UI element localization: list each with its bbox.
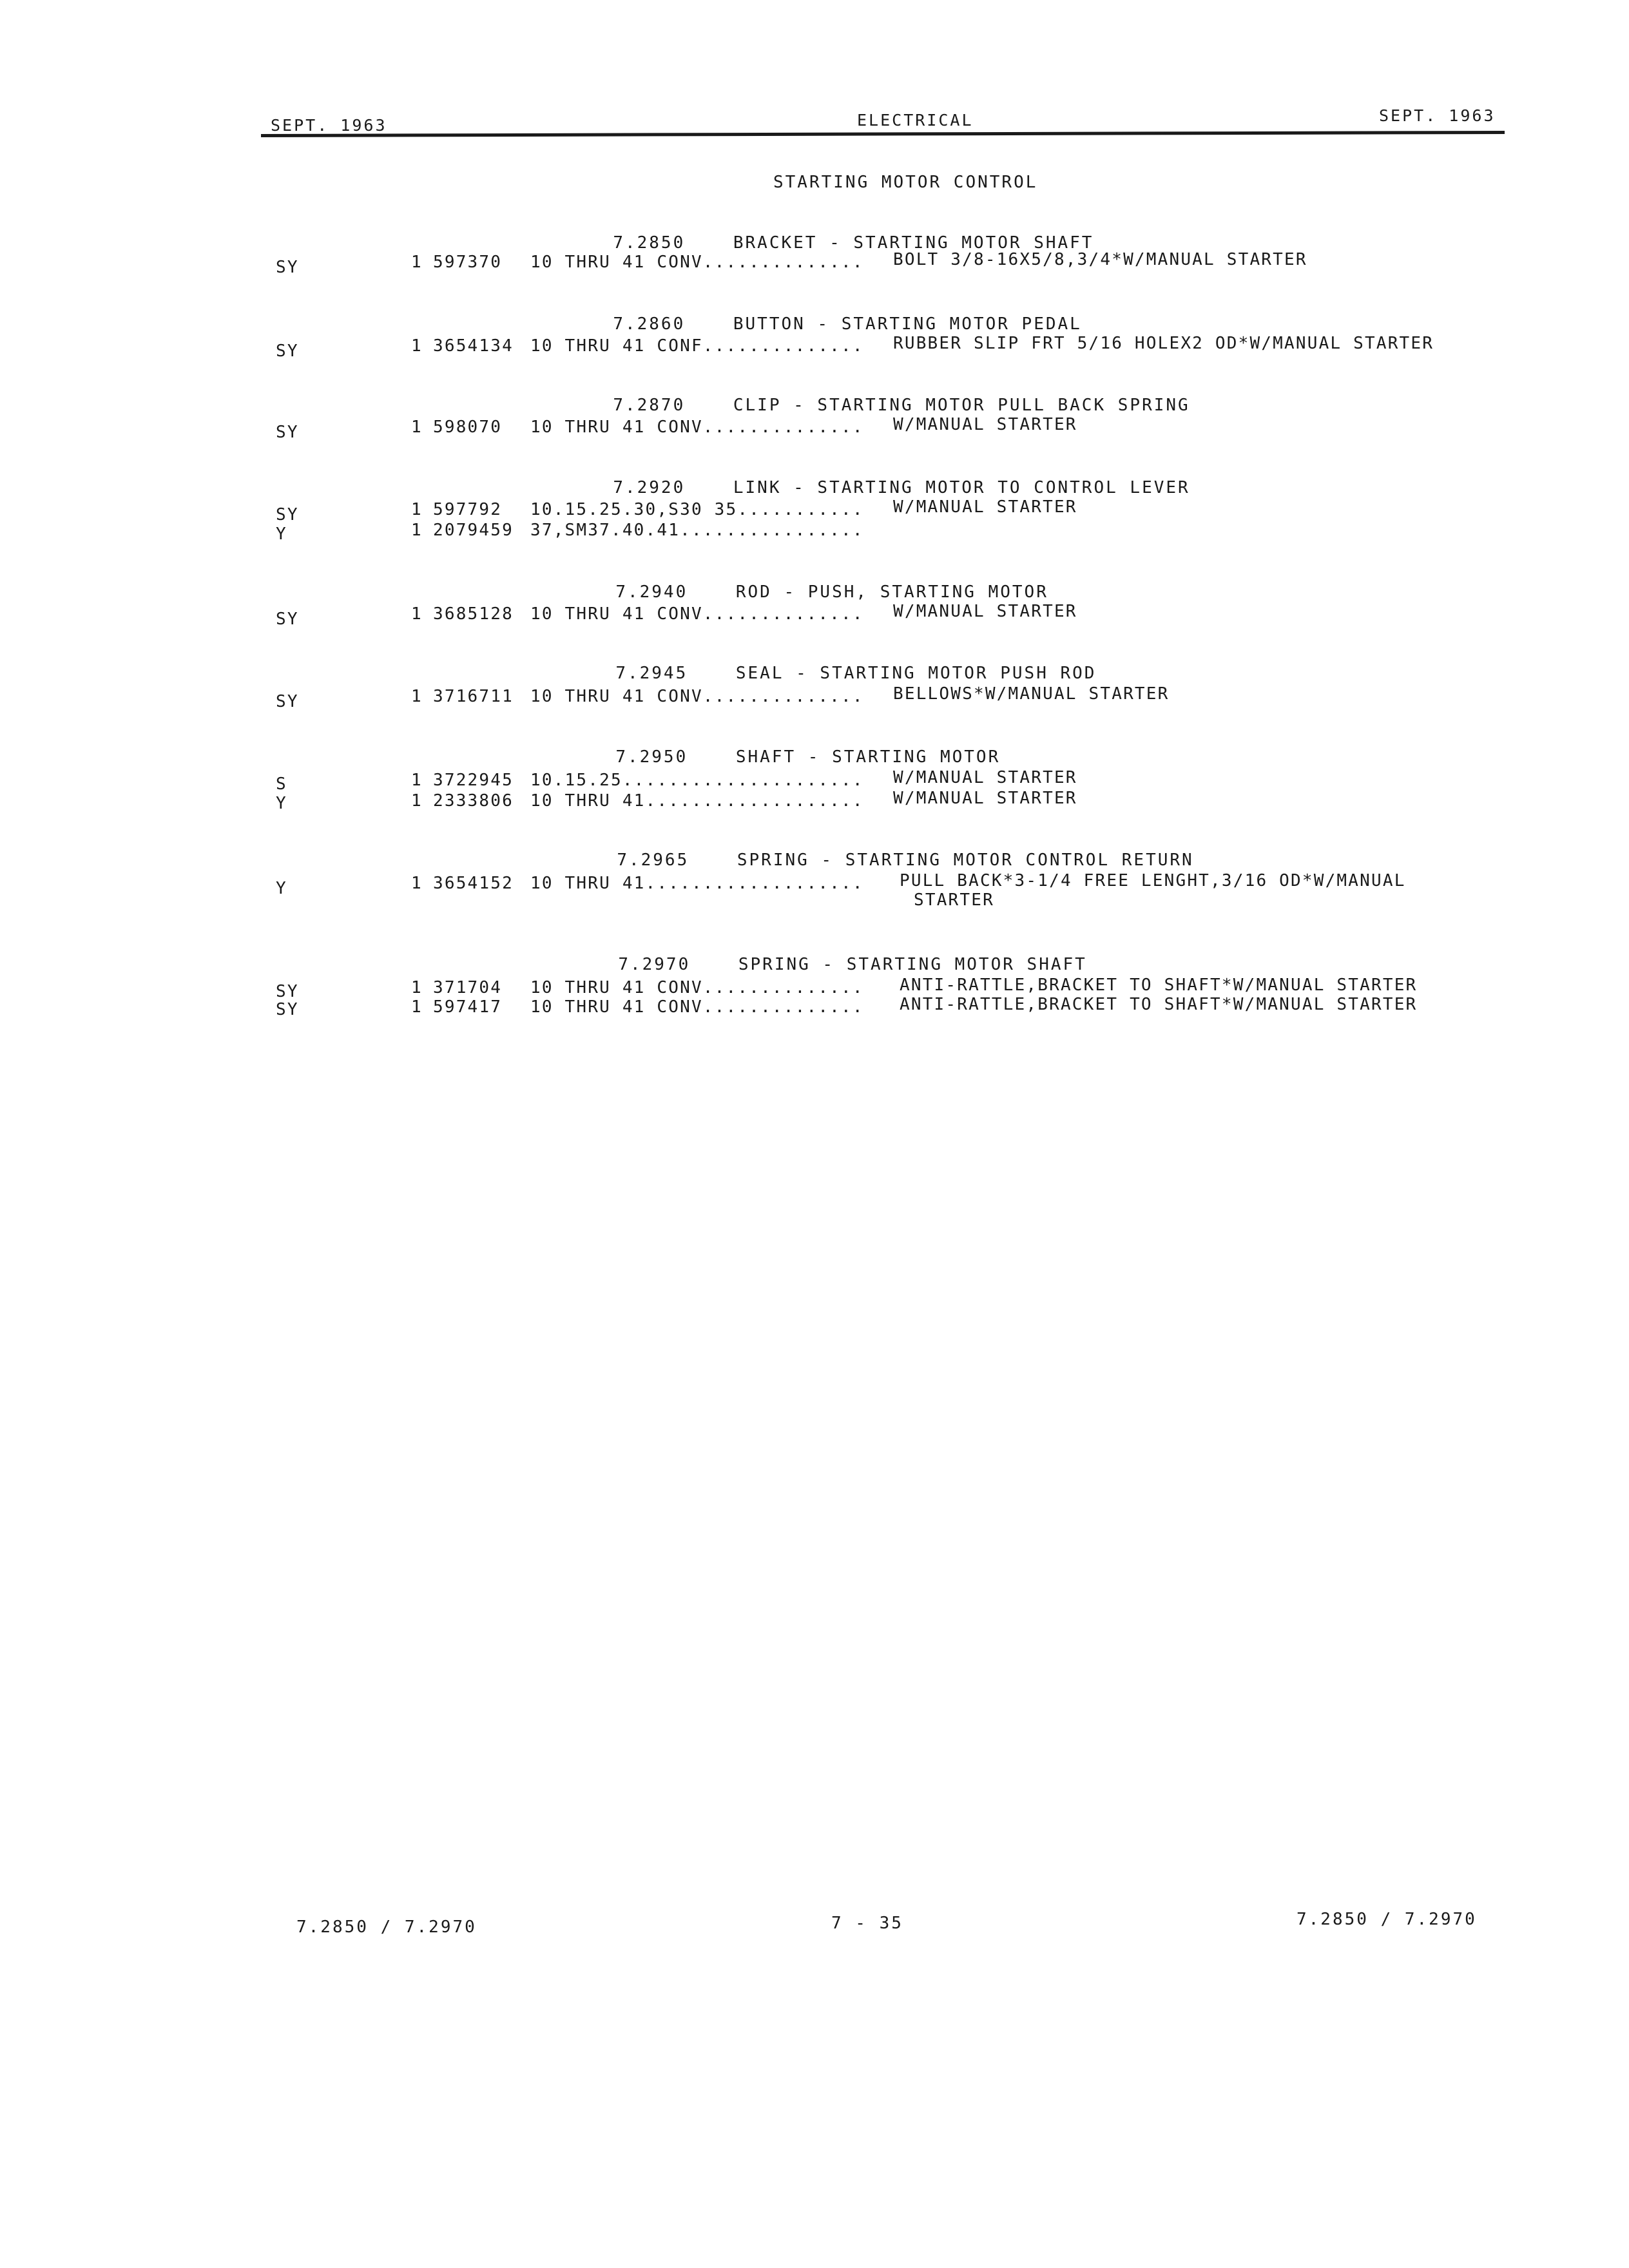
group-title: CLIP - STARTING MOTOR PULL BACK SPRING [733,396,1190,415]
footer-range-right: 7.2850 / 7.2970 [1296,1910,1477,1929]
row-code: Y [276,879,287,898]
row-models: 10 THRU 41................... [530,791,864,811]
row-models: 10 THRU 41 CONV.............. [530,253,864,272]
row-qty: 1 [411,791,423,811]
row-models: 10 THRU 41................... [530,874,864,893]
row-part-number: 2333806 [433,791,514,811]
row-models: 10 THRU 41 CONV.............. [530,687,864,706]
header-date-right: SEPT. 1963 [1379,106,1496,125]
row-code: SY [276,423,299,442]
row-description: W/MANUAL STARTER [893,602,1077,621]
row-description: W/MANUAL STARTER [893,789,1077,808]
row-models: 10.15.25..................... [530,771,864,790]
row-part-number: 371704 [433,978,503,997]
parts-row [0,871,1629,910]
group-title: BUTTON - STARTING MOTOR PEDAL [733,314,1082,334]
row-part-number: 3685128 [433,604,514,624]
row-qty: 1 [411,418,423,437]
row-description: W/MANUAL STARTER [893,768,1077,787]
group-heading-7-2970 [594,936,1087,974]
group-title: SEAL - STARTING MOTOR PUSH ROD [735,664,1097,683]
row-code: SY [276,982,299,1001]
row-code: SY [276,341,299,361]
group-title: BRACKET - STARTING MOTOR SHAFT [733,233,1094,253]
row-qty: 1 [411,336,423,356]
group-heading-7-2965 [593,831,1194,870]
row-code: SY [276,258,299,277]
group-title: SPRING - STARTING MOTOR SHAFT [738,955,1087,974]
row-description: PULL BACK*3-1/4 FREE LENGHT,3/16 OD*W/MANUAL [900,871,1406,890]
row-code: SY [276,610,299,629]
group-title: SPRING - STARTING MOTOR CONTROL RETURN [737,850,1194,870]
header-section-title: ELECTRICAL [857,111,974,130]
row-part-number: 3654134 [433,336,514,356]
row-qty: 1 [411,997,423,1017]
group-number: 7.2950 [615,747,688,767]
parts-row [0,997,1629,1018]
group-title: SHAFT - STARTING MOTOR [735,747,1001,767]
row-models: 10 THRU 41 CONV.............. [530,978,864,997]
row-models: 37,SM37.40.41................ [530,521,864,540]
row-code: S [276,774,287,794]
row-code: SY [276,1000,299,1019]
group-heading-7-2945 [592,644,1096,683]
group-number: 7.2970 [618,955,691,974]
parts-row [0,684,1629,711]
row-part-number: 2079459 [433,521,514,540]
parts-row [0,250,1629,277]
group-number: 7.2870 [613,396,686,415]
row-models: 10.15.25.30,S30 35........... [530,500,864,519]
group-heading-7-2850 [589,214,1094,253]
row-description: W/MANUAL STARTER [893,415,1077,434]
group-number: 7.2940 [615,582,688,602]
row-models: 10 THRU 41 CONV.............. [530,418,864,437]
row-part-number: 598070 [433,418,503,437]
row-code: Y [276,794,287,813]
header-rule [261,131,1505,137]
row-part-number: 3654152 [433,874,514,893]
group-title: ROD - PUSH, STARTING MOTOR [735,582,1048,602]
row-qty: 1 [411,687,423,706]
row-description: BELLOWS*W/MANUAL STARTER [893,684,1170,704]
row-qty: 1 [411,521,423,540]
row-part-number: 3716711 [433,687,514,706]
row-qty: 1 [411,604,423,624]
parts-row [0,415,1629,442]
group-heading-7-2870 [589,376,1190,415]
row-qty: 1 [411,771,423,790]
parts-row [0,497,1629,524]
group-heading-7-2860 [589,295,1082,334]
section-title: STARTING MOTOR CONTROL [773,173,1038,192]
row-part-number: 597370 [433,253,503,272]
row-part-number: 597417 [433,997,503,1017]
row-description: W/MANUAL STARTER [893,497,1077,517]
row-qty: 1 [411,253,423,272]
row-qty: 1 [411,978,423,997]
group-number: 7.2850 [613,233,686,253]
row-part-number: 3722945 [433,771,514,790]
group-heading-7-2950 [592,728,1000,767]
row-models: 10 THRU 41 CONV.............. [530,997,864,1017]
row-part-number: 597792 [433,500,503,519]
parts-row [0,334,1629,361]
parts-row [0,768,1629,794]
row-description: ANTI-RATTLE,BRACKET TO SHAFT*W/MANUAL STARTER [900,995,1418,1014]
group-title: LINK - STARTING MOTOR TO CONTROL LEVER [733,478,1190,497]
row-description: ANTI-RATTLE,BRACKET TO SHAFT*W/MANUAL STARTER [900,975,1418,995]
parts-row [0,791,1629,812]
parts-row [0,602,1629,629]
footer-range-left: 7.2850 / 7.2970 [296,1917,477,1937]
header-date-left: SEPT. 1963 [271,116,387,135]
row-qty: 1 [411,500,423,519]
row-models: 10 THRU 41 CONV.............. [530,604,864,624]
row-description: BOLT 3/8-16X5/8,3/4*W/MANUAL STARTER [893,250,1307,269]
row-description: RUBBER SLIP FRT 5/16 HOLEX2 OD*W/MANUAL STARTER [893,334,1434,353]
group-number: 7.2945 [615,664,688,683]
group-heading-7-2940 [592,563,1048,602]
group-heading-7-2920 [589,459,1190,497]
row-description-continuation: STARTER [914,890,994,910]
row-models: 10 THRU 41 CONF.............. [530,336,864,356]
group-number: 7.2920 [613,478,686,497]
group-number: 7.2965 [617,850,689,870]
parts-row [0,521,1629,544]
group-number: 7.2860 [613,314,686,334]
row-code: SY [276,692,299,711]
row-code: SY [276,505,299,524]
row-code: Y [276,524,287,544]
footer-page-number: 7 - 35 [831,1914,903,1933]
row-qty: 1 [411,874,423,893]
